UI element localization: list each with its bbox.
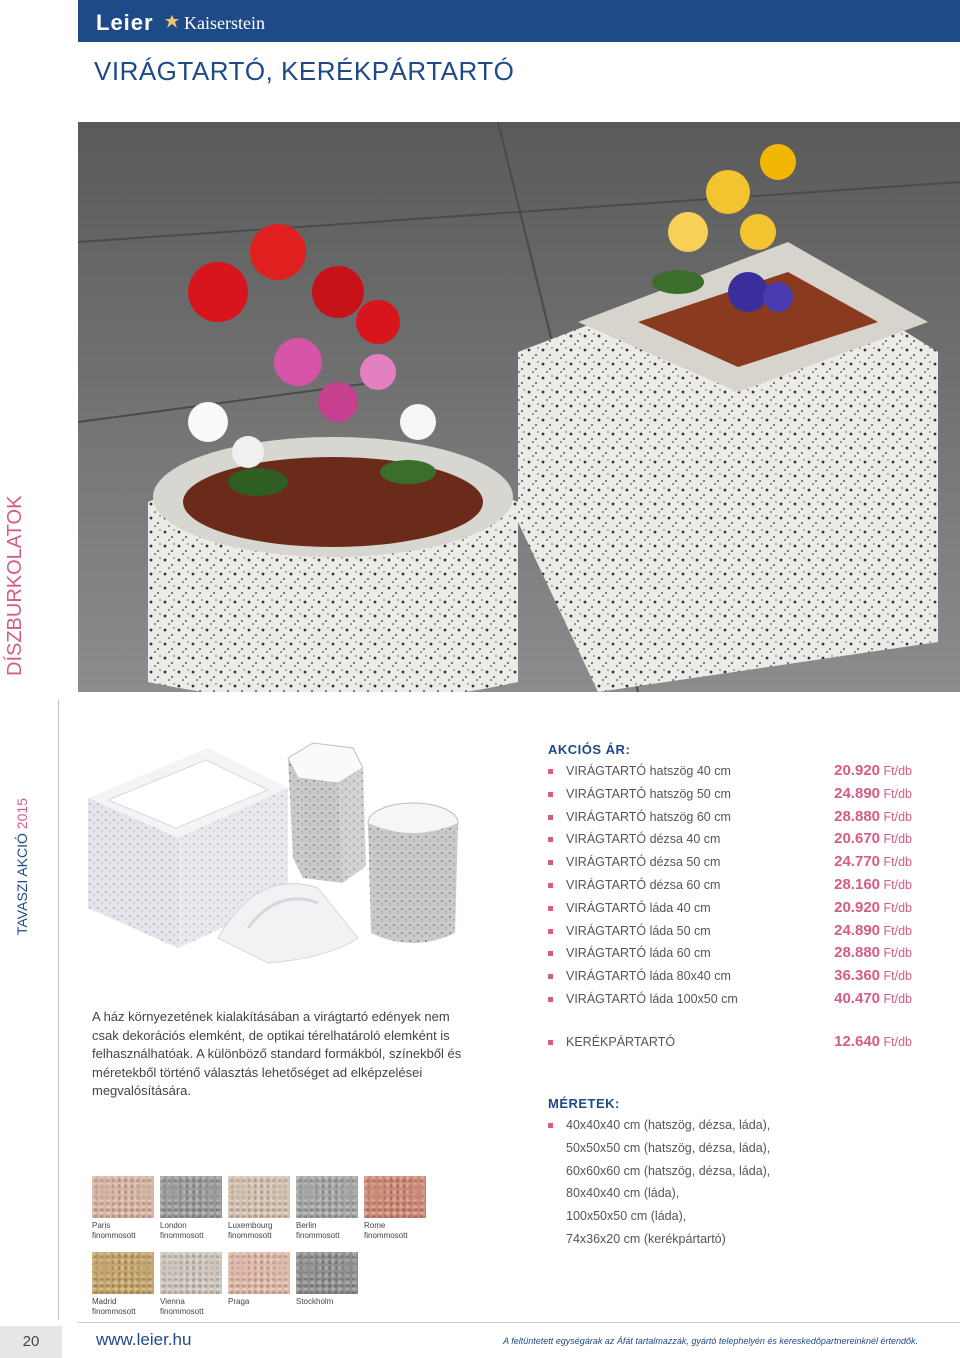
products-photo: [88, 738, 468, 978]
product-price: [834, 990, 912, 1007]
color-swatch: [160, 1252, 222, 1294]
swatch-label: Paris finommosott: [92, 1221, 136, 1240]
product-name: VIRÁGTARTÓ láda 80x40 cm: [566, 969, 731, 984]
bullet-icon: [548, 951, 553, 956]
product-name: VIRÁGTARTÓ láda 60 cm: [566, 946, 711, 961]
bullet-icon: [548, 974, 553, 979]
price-row: [548, 784, 918, 807]
color-swatch: [92, 1176, 154, 1218]
price-unit: Ft/db: [883, 900, 912, 915]
price-unit: Ft/db: [883, 855, 912, 870]
footer-divider: [78, 1322, 960, 1323]
swatch-label: Luxembourg finommosott: [228, 1221, 273, 1240]
size-text: 74x36x20 cm (kerékpártartó): [566, 1231, 726, 1246]
product-price: [834, 762, 912, 779]
price-unit: Ft/db: [883, 923, 912, 938]
price-unit: Ft/db: [883, 786, 912, 801]
price-row: [548, 943, 918, 966]
product-name: KERÉKPÁRTARTÓ: [566, 1034, 676, 1049]
size-row: [548, 1229, 918, 1252]
size-text: 40x40x40 cm (hatszög, dézsa, láda),: [566, 1118, 771, 1132]
price-unit: Ft/db: [883, 1034, 912, 1049]
page-header: [0, 0, 960, 122]
size-text: 50x50x50 cm (hatszög, dézsa, láda),: [566, 1140, 771, 1155]
price-value: 28.880: [834, 944, 881, 962]
side-promo: [14, 798, 30, 935]
price-row-bike-rack: [548, 1032, 918, 1055]
product-price: [834, 922, 912, 939]
product-price: [834, 808, 912, 825]
price-value: 20.920: [834, 762, 881, 779]
color-swatch: [296, 1252, 358, 1294]
color-swatch: [364, 1176, 426, 1218]
price-value: 12.640: [834, 1032, 881, 1050]
swatch-label: Praga: [228, 1297, 250, 1306]
product-name: VIRÁGTARTÓ dézsa 50 cm: [566, 855, 721, 870]
color-swatch: [228, 1176, 290, 1218]
side-divider: [58, 700, 59, 1320]
price-row: [548, 966, 918, 989]
price-value: 28.880: [834, 807, 881, 825]
size-text: 80x40x40 cm (láda),: [566, 1186, 680, 1201]
swatch-label: Rome finommosott: [364, 1221, 408, 1240]
product-name: VIRÁGTARTÓ dézsa 40 cm: [566, 832, 721, 847]
color-swatch: [296, 1176, 358, 1218]
product-name: VIRÁGTARTÓ hatszög 60 cm: [566, 809, 731, 824]
product-price: [834, 899, 912, 916]
product-price: [834, 944, 912, 961]
description-text: A ház környezetének kialakításában a virágtartó edények nem csak dekorációs elemként, de optikai térelhatároló elemként is felhasználhatóak. A különböző standard formákból, színekből és méretekből történő választás lehetőséget ad elképzelései megvalósítására.: [92, 1009, 462, 1098]
bullet-icon: [548, 883, 553, 888]
price-list: [548, 742, 918, 1055]
planter-photo: [78, 122, 960, 692]
planter-products-image: [88, 738, 468, 978]
price-unit: Ft/db: [883, 809, 912, 824]
page-title: VIRÁGTARTÓ, KERÉKPÁRTARTÓ: [94, 56, 515, 86]
size-row: [548, 1138, 918, 1161]
price-value: 40.470: [834, 989, 881, 1007]
crest-icon: [164, 14, 180, 30]
sizes-list: [548, 1096, 918, 1252]
size-text: 60x60x60 cm (hatszög, dézsa, láda),: [566, 1163, 771, 1178]
bullet-icon: [548, 906, 553, 911]
price-value: 36.360: [834, 967, 881, 985]
product-name: VIRÁGTARTÓ láda 40 cm: [566, 900, 711, 915]
color-swatch: [92, 1252, 154, 1294]
bullet-icon: [548, 860, 553, 865]
product-name: VIRÁGTARTÓ dézsa 60 cm: [566, 877, 721, 892]
price-row: [548, 807, 918, 830]
color-swatch: [160, 1176, 222, 1218]
promo-label: TAVASZI AKCIÓ: [14, 833, 30, 935]
price-list-title: AKCIÓS ÁR:: [548, 742, 631, 757]
bullet-icon: [548, 997, 553, 1002]
size-row: [548, 1115, 918, 1138]
size-text: 100x50x50 cm (láda),: [566, 1209, 687, 1224]
price-row: [548, 898, 918, 921]
price-row: [548, 921, 918, 944]
price-value: 28.160: [834, 875, 881, 893]
price-unit: Ft/db: [883, 946, 912, 961]
price-row: [548, 875, 918, 898]
bullet-icon: [548, 792, 553, 797]
size-row: [548, 1206, 918, 1229]
page-number: 20: [0, 1326, 62, 1358]
product-name: VIRÁGTARTÓ hatszög 40 cm: [566, 764, 731, 778]
price-value: 24.890: [834, 784, 881, 802]
swatch-label: Stockholm: [296, 1297, 334, 1306]
product-price: [834, 853, 912, 870]
product-name: VIRÁGTARTÓ láda 50 cm: [566, 923, 711, 938]
price-row: [548, 829, 918, 852]
price-value: 20.920: [834, 898, 881, 916]
price-unit: Ft/db: [883, 877, 912, 892]
color-swatch: [228, 1252, 290, 1294]
footer-disclaimer: A feltüntetett egységárak az Áfát tartalmazzák, gyártó telephelyén és kereskedőpartnereinknél értendők.: [503, 1336, 918, 1346]
price-unit: Ft/db: [883, 832, 912, 847]
bullet-icon: [548, 815, 553, 820]
price-value: 20.670: [834, 830, 881, 848]
bullet-icon: [548, 1123, 553, 1128]
product-name: VIRÁGTARTÓ hatszög 50 cm: [566, 786, 731, 801]
hero-photo: [78, 122, 960, 692]
promo-year: 2015: [14, 798, 30, 830]
size-row: [548, 1183, 918, 1206]
price-row: [548, 761, 918, 784]
price-row: [548, 989, 918, 1012]
product-price: [834, 967, 912, 984]
leier-logo: Leier: [96, 10, 154, 35]
price-value: 24.770: [834, 853, 881, 871]
product-name: VIRÁGTARTÓ láda 100x50 cm: [566, 991, 738, 1006]
size-row: [548, 1161, 918, 1184]
bullet-icon: [548, 769, 553, 774]
product-price: [834, 785, 912, 802]
kaiserstein-logo: Kaiserstein: [184, 13, 265, 33]
bullet-icon: [548, 929, 553, 934]
bullet-icon: [548, 837, 553, 842]
swatch-label: London finommosott: [160, 1221, 204, 1240]
product-price: [834, 830, 912, 847]
sizes-title: MÉRETEK:: [548, 1096, 620, 1111]
price-unit: Ft/db: [883, 969, 912, 984]
product-price: [834, 876, 912, 893]
website-link[interactable]: www.leier.hu: [96, 1330, 192, 1349]
price-unit: Ft/db: [883, 991, 912, 1006]
price-value: 24.890: [834, 921, 881, 939]
price-unit: Ft/db: [883, 764, 912, 778]
price-row: [548, 852, 918, 875]
swatch-label: Madrid finommosott: [92, 1297, 136, 1316]
side-category: DÍSZBURKOLATOK: [4, 495, 26, 676]
size-rows: [548, 1115, 918, 1252]
swatch-label: Vienna finommosott: [160, 1297, 204, 1316]
swatch-label: Berlin finommosott: [296, 1221, 340, 1240]
product-price: [834, 1033, 912, 1050]
price-rows: [548, 761, 918, 1012]
bullet-icon: [548, 1040, 553, 1045]
